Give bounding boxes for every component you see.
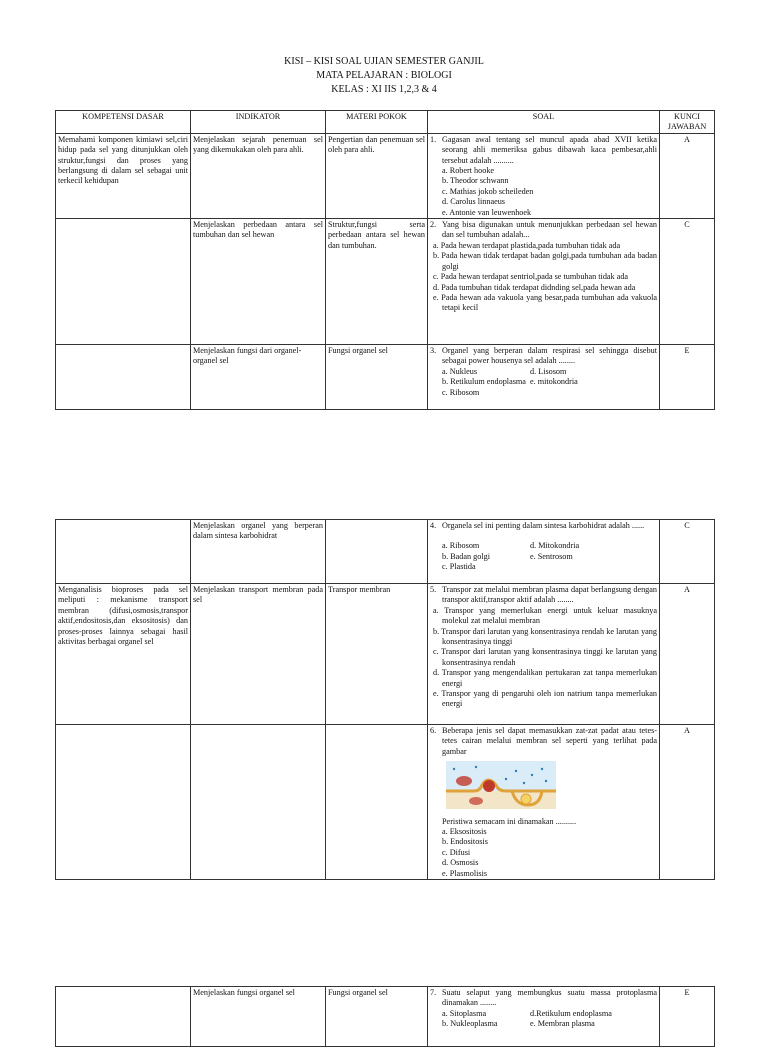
indikator-cell: Menjelaskan perbedaan antara sel tumbuhan dan sel hewan (191, 219, 326, 345)
option: b. Transpor dari larutan yang konsentrasinya rendah ke larutan yang konsentrasinya tinggi (433, 626, 657, 647)
soal-cell (428, 133, 660, 218)
option: d. Mitokondria (530, 541, 580, 551)
answer-key: E (660, 345, 715, 410)
soal-cell (428, 345, 660, 410)
materi-cell: Struktur,fungsi serta perbedaan antara sel hewan dan tumbuhan. (326, 219, 428, 345)
option: a. Eksositosis (442, 827, 487, 837)
soal-cell (428, 584, 660, 725)
question-text: Beberapa jenis sel dapat memasukkan zat-zat padat atau tetes-tetes cairan melalui membran sel seperti yang terlihat pada gambar (442, 726, 657, 756)
kd-cell (56, 219, 191, 345)
question-number: 3. (430, 346, 437, 356)
kd-cell (56, 520, 191, 584)
kd-cell (56, 725, 191, 880)
option: a. Sitoplasma (442, 1008, 487, 1018)
answer-key: A (660, 584, 715, 725)
option: d. Pada tumbuhan tidak terdapat didnding sel,pada hewan ada (433, 282, 636, 292)
soal-cell (428, 219, 660, 345)
table-row (56, 345, 715, 410)
question-number: 5. (430, 585, 437, 594)
option: d. Lisosom (530, 366, 567, 376)
answer-key: E (660, 987, 715, 1047)
option: e. mitokondria (530, 377, 578, 387)
answer-key: C (660, 520, 715, 584)
table-row (56, 725, 715, 880)
indikator-cell (191, 725, 326, 880)
option: c. Transpor dari larutan yang konsentrasinya tinggi ke larutan yang konsentrasinya rendah (433, 647, 657, 667)
kd-cell (56, 345, 191, 410)
col-header-kd: KOMPETENSI DASAR (56, 111, 191, 134)
option: a. Robert hooke (442, 166, 495, 176)
table-row (56, 520, 715, 584)
col-header-kunci: KUNCI JAWABAN (660, 111, 715, 134)
question-text: Yang bisa digunakan untuk menunjukkan perbedaan sel hewan dan sel tumbuhan adalah... (442, 220, 657, 240)
option: e. Antonie van leuwenhoek (442, 207, 532, 217)
option: b. Theodor schwann (442, 176, 509, 186)
materi-cell (326, 725, 428, 880)
endocytosis-illustration (446, 761, 556, 809)
option: a. Transpor yang memerlukan energi untuk keluar masuknya molekul zat melalui membran (433, 605, 657, 626)
question-text: Organela sel ini penting dalam sintesa karbohidrat adalah ...... (442, 521, 645, 530)
kisi-table-page-3 (55, 986, 715, 1047)
indikator-cell: Menjelaskan transport membran pada sel (191, 584, 326, 725)
option: a. Nukleus (442, 366, 478, 376)
question-text: Organel yang berperan dalam respirasi sel sehingga disebut sebagai power housenya sel adalah ........ (442, 346, 657, 366)
table-row (56, 987, 715, 1047)
option: e. Pada hewan ada vakuola yang besar,pada tumbuhan ada vakuola tetapi kecil (433, 292, 657, 313)
kisi-table-page-1 (55, 110, 715, 410)
kd-cell: Memahami komponen kimiawi sel,ciri hidup pada sel yang ditunjukkan oleh struktur,fungsi dan proses yang berlangsung di dalam sel sebagai unit terkecil kehidupan (56, 133, 191, 218)
soal-cell (428, 987, 660, 1047)
answer-key: A (660, 133, 715, 218)
class-line: KELAS : XI IIS 1,2,3 & 4 (331, 84, 437, 95)
col-header-soal: SOAL (428, 111, 660, 134)
materi-cell: Fungsi organel sel (326, 987, 428, 1047)
indikator-cell: Menjelaskan organel yang berperan dalam sintesa karbohidrat (191, 520, 326, 584)
materi-cell: Transpor membran (326, 584, 428, 725)
option: b. Endositosis (442, 837, 488, 847)
option: b. Pada hewan tidak terdapat badan golgi,pada tumbuhan ada badan golgi (433, 251, 657, 271)
question-followup: Peristiwa semacam ini dinamakan .......... (442, 816, 577, 826)
option: d. Transpor yang mengendalikan pertukaran zat tanpa memerlukan energi (433, 668, 657, 688)
materi-cell: Fungsi organel sel (326, 345, 428, 410)
option: e. Sentrosom (530, 551, 573, 561)
question-number: 2. (430, 220, 437, 230)
option: c. Difusi (442, 847, 471, 857)
option: c. Ribosom (442, 387, 480, 397)
option: e. Plasmolisis (442, 868, 488, 878)
table-row (56, 133, 715, 218)
subject-line: MATA PELAJARAN : BIOLOGI (316, 70, 452, 81)
option: c. Mathias jokob scheileden (442, 186, 534, 196)
option: b. Nukleoplasma (442, 1019, 498, 1029)
option: e. Transpor yang di pengaruhi oleh ion natrium tanpa memerlukan energi (433, 689, 657, 709)
option: b. Badan golgi (442, 551, 490, 561)
option: b. Retikulum endoplasma (442, 377, 526, 387)
option: a. Pada hewan terdapat plastida,pada tumbuhan tidak ada (433, 240, 621, 250)
table-row (56, 584, 715, 725)
kd-cell (56, 987, 191, 1047)
question-number: 7. (430, 988, 437, 997)
question-text: Transpor zat melalui membran plasma dapat berlangsung dengan transpor aktif,transpor aktif adalah ........ (442, 585, 657, 605)
option: c. Plastida (442, 562, 476, 572)
kd-cell: Menganalisis bioproses pada sel meliputi : mekanisme transport membran (difusi,osmosis,transpor aktif,endositosis,dan eksositosis) dan proses-proses lainnya sebagai hasil aktivitas berbagai organel sel (56, 584, 191, 725)
option: e. Membran plasma (530, 1019, 595, 1029)
col-header-indikator: INDIKATOR (191, 111, 326, 134)
indikator-cell: Menjelaskan sejarah penemuan sel yang dikemukakan oleh para ahli. (191, 133, 326, 218)
soal-cell (428, 725, 660, 880)
question-text: Gagasan awal tentang sel muncul apada abad XVII ketika seorang ahli memeriksa gabus dibawah kaca pembesar,ahli tersebut adalah .......... (442, 134, 657, 165)
table-row (56, 219, 715, 345)
materi-cell: Pengertian dan penemuan sel oleh para ahli. (326, 133, 428, 218)
answer-key: C (660, 219, 715, 345)
col-header-materi: MATERI POKOK (326, 111, 428, 134)
option: a. Ribosom (442, 541, 480, 551)
answer-key: A (660, 725, 715, 880)
question-text: Suatu selaput yang membungkus suatu massa protoplasma dinamakan ........ (442, 988, 657, 1008)
document-title: KISI – KISI SOAL UJIAN SEMESTER GANJIL (284, 56, 484, 67)
question-number: 4. (430, 521, 437, 530)
option: c. Pada hewan terdapat sentriol,pada se tumbuhan tidak ada (433, 272, 629, 282)
indikator-cell: Menjelaskan fungsi dari organel-organel sel (191, 345, 326, 410)
kisi-table-page-2 (55, 519, 715, 880)
question-number: 6. (430, 726, 437, 735)
indikator-cell: Menjelaskan fungsi organel sel (191, 987, 326, 1047)
option: d.Retikulum endoplasma (530, 1008, 612, 1018)
question-number: 1. (430, 134, 437, 144)
option: d. Osmosis (442, 858, 479, 868)
soal-cell (428, 520, 660, 584)
materi-cell (326, 520, 428, 584)
option: d. Carolus linnaeus (442, 197, 505, 207)
